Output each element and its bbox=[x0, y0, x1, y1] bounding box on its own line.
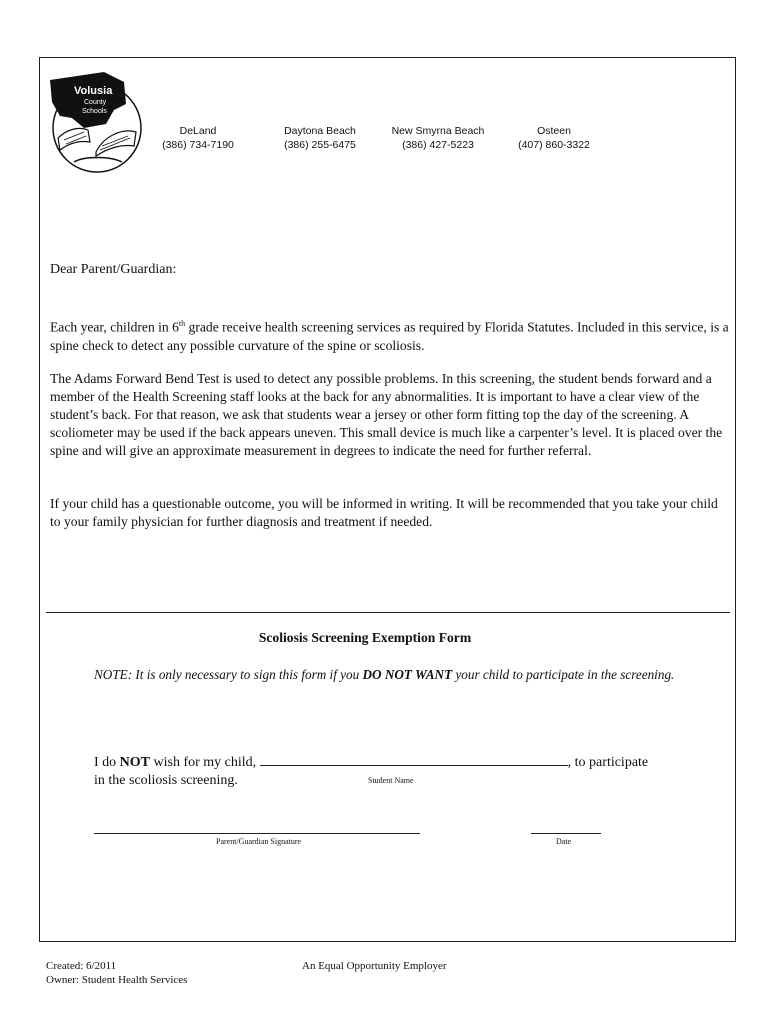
created-date: Created: 6/2011 bbox=[46, 960, 117, 972]
form-title: Scoliosis Screening Exemption Form bbox=[258, 630, 472, 645]
office-osteen bbox=[512, 124, 596, 152]
date-field[interactable] bbox=[531, 833, 601, 834]
logo-text-1: Volusia bbox=[74, 85, 113, 97]
logo-text-2: County bbox=[84, 99, 107, 106]
office-city: Osteen bbox=[537, 125, 571, 137]
greeting: Dear Parent/Guardian: bbox=[50, 262, 177, 277]
paragraph-1: Each year, children in 6th grade receive health screening services as required by Florida Statutes. Included in this service, is a spine check to detect any possible curvature of the spine or scoliosis. bbox=[50, 319, 729, 353]
office-city: New Smyrna Beach bbox=[391, 125, 485, 137]
volusia-county-schools-logo bbox=[44, 66, 154, 176]
paragraph-3: If your child has a questionable outcome, you will be informed in writing. It will be recommended that you take your child to your family physician for further diagnosis and treatment if needed. bbox=[50, 496, 718, 529]
form-note: NOTE: It is only necessary to sign this form if you DO NOT WANT your child to participate in the screening. bbox=[94, 667, 675, 682]
student-name-label: Student Name bbox=[368, 776, 414, 785]
section-divider bbox=[46, 612, 730, 613]
footer-left bbox=[46, 959, 187, 987]
office-city: DeLand bbox=[179, 125, 217, 137]
office-daytona bbox=[278, 124, 362, 152]
office-city: Daytona Beach bbox=[284, 125, 356, 137]
office-phone: (386) 427-5223 bbox=[402, 139, 474, 151]
signature-field[interactable] bbox=[94, 833, 420, 834]
office-deland bbox=[160, 124, 236, 152]
office-phone: (407) 860-3322 bbox=[518, 139, 590, 151]
student-name-field[interactable] bbox=[260, 753, 568, 766]
paragraph-2: The Adams Forward Bend Test is used to detect any possible problems. In this screening, the student bends forward and a member of the Health Screening staff looks at the back for any abnormalities. It is important to have a clear view of the student’s back. For that reason, we ask that students wear a jersey or other form fitting top the day of the screening. A scoliometer may be used if the back appears uneven. This small device is much like a carpenter’s level. It is placed over the spine and will give an approximate measurement in degrees to indicate the need for further referral. bbox=[50, 371, 723, 458]
equal-opportunity: An Equal Opportunity Employer bbox=[302, 960, 447, 972]
date-label: Date bbox=[556, 837, 572, 846]
exemption-statement: I do NOT wish for my child, , to participate in the scoliosis screening. bbox=[94, 755, 649, 788]
logo-text-3: Schools bbox=[82, 108, 107, 115]
signature-label: Parent/Guardian Signature bbox=[216, 837, 302, 846]
office-phone: (386) 734-7190 bbox=[162, 139, 234, 151]
office-phone: (386) 255-6475 bbox=[284, 139, 356, 151]
owner: Owner: Student Health Services bbox=[46, 974, 188, 986]
office-new-smyrna bbox=[386, 124, 490, 152]
